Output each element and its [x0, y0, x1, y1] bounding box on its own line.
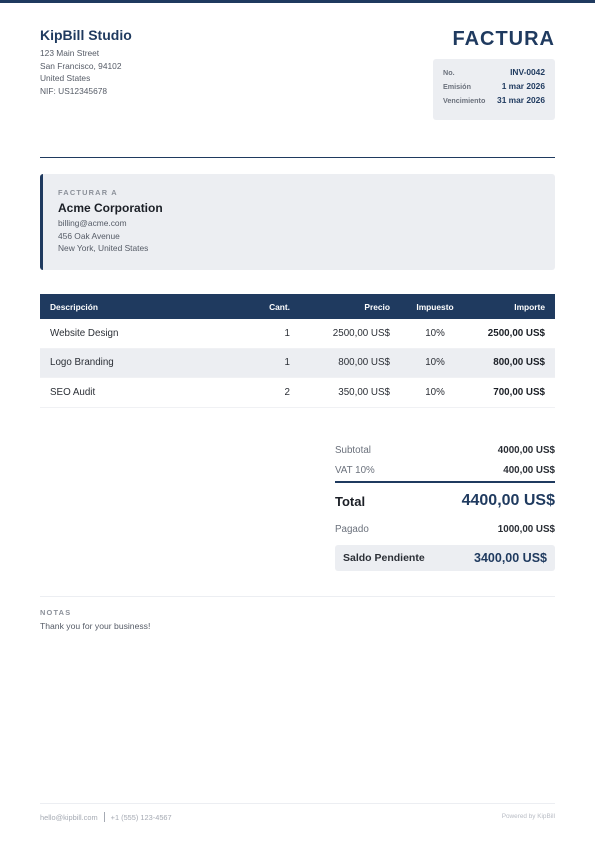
- company-name: KipBill Studio: [40, 27, 132, 43]
- item-price: 2500,00 US$: [300, 319, 400, 348]
- invoice-number-row: [443, 67, 545, 81]
- powered-by-label: Powered by KipBill: [501, 813, 555, 820]
- paid-value: 1000,00 US$: [497, 523, 555, 535]
- tax-row: [335, 460, 555, 480]
- issue-date-row: [443, 81, 545, 95]
- balance-due-box: [335, 545, 555, 571]
- client-address-line: 456 Oak Avenue: [58, 230, 120, 241]
- invoice-meta-box: [433, 59, 555, 120]
- meta-label: No.: [443, 68, 455, 77]
- company-address-line: United States: [40, 73, 91, 83]
- client-email: billing@acme.com: [58, 218, 127, 228]
- invoice-number: INV-0042: [510, 67, 545, 77]
- balance-label: Saldo Pendiente: [343, 552, 425, 564]
- header-amount: Importe: [470, 294, 555, 319]
- meta-label: Emisión: [443, 82, 471, 91]
- issue-date: 1 mar 2026: [501, 81, 545, 91]
- header-divider: [40, 157, 555, 158]
- client-name: Acme Corporation: [58, 201, 163, 215]
- header-price: Precio: [300, 294, 400, 319]
- item-tax: 10%: [400, 348, 470, 378]
- item-tax: 10%: [400, 378, 470, 408]
- subtotal-label: Subtotal: [335, 444, 371, 456]
- totals-block: [335, 440, 555, 571]
- total-label: Total: [335, 493, 366, 509]
- company-tax-id: NIF: US12345678: [40, 85, 108, 96]
- paid-label: Pagado: [335, 523, 369, 535]
- subtotal-value: 4000,00 US$: [497, 444, 555, 456]
- total-value: 4400,00 US$: [461, 492, 555, 509]
- header-qty: Cant.: [240, 294, 300, 319]
- notes-label: NOTAS: [40, 608, 72, 617]
- item-tax: 10%: [400, 319, 470, 348]
- item-amount: 700,00 US$: [470, 378, 555, 408]
- company-block: [40, 27, 132, 97]
- footer-phone: +1 (555) 123-4567: [110, 812, 172, 822]
- subtotal-row: [335, 440, 555, 460]
- item-description: Website Design: [40, 319, 240, 348]
- top-accent-bar: [0, 0, 595, 3]
- balance-value: 3400,00 US$: [474, 551, 547, 565]
- item-amount: 2500,00 US$: [470, 319, 555, 348]
- tax-value: 400,00 US$: [503, 464, 555, 476]
- bill-to-label: FACTURAR A: [58, 188, 118, 197]
- item-qty: 1: [240, 348, 300, 378]
- item-description: Logo Branding: [40, 348, 240, 378]
- item-qty: 1: [240, 319, 300, 348]
- bill-to-panel: [40, 174, 555, 270]
- item-amount: 800,00 US$: [470, 348, 555, 378]
- table-row: [40, 319, 555, 348]
- footer-divider: [40, 803, 555, 804]
- footer-separator: [104, 812, 105, 822]
- header-description: Descripción: [40, 294, 240, 319]
- item-qty: 2: [240, 378, 300, 408]
- table-header-row: [40, 294, 555, 319]
- notes-divider: [40, 596, 555, 597]
- grand-total-row: [335, 487, 555, 515]
- tax-label: VAT 10%: [335, 464, 375, 476]
- company-address-line: San Francisco, 94102: [40, 60, 122, 71]
- item-price: 350,00 US$: [300, 378, 400, 408]
- paid-row: [335, 519, 555, 539]
- notes-text: Thank you for your business!: [40, 621, 151, 631]
- due-date: 31 mar 2026: [497, 95, 545, 105]
- footer-contact: [40, 812, 172, 822]
- company-address-line: 123 Main Street: [40, 48, 100, 58]
- invoice-title: FACTURA: [452, 28, 555, 50]
- meta-label: Vencimiento: [443, 96, 486, 105]
- table-row: [40, 348, 555, 378]
- item-price: 800,00 US$: [300, 348, 400, 378]
- item-description: SEO Audit: [40, 378, 240, 408]
- header-tax: Impuesto: [400, 294, 470, 319]
- line-items-table: [40, 294, 555, 408]
- footer-email: hello@kipbill.com: [40, 812, 98, 822]
- totals-divider: [335, 481, 555, 483]
- notes-block: [40, 608, 150, 631]
- table-row: [40, 378, 555, 408]
- due-date-row: [443, 95, 545, 109]
- client-address-line: New York, United States: [58, 243, 149, 253]
